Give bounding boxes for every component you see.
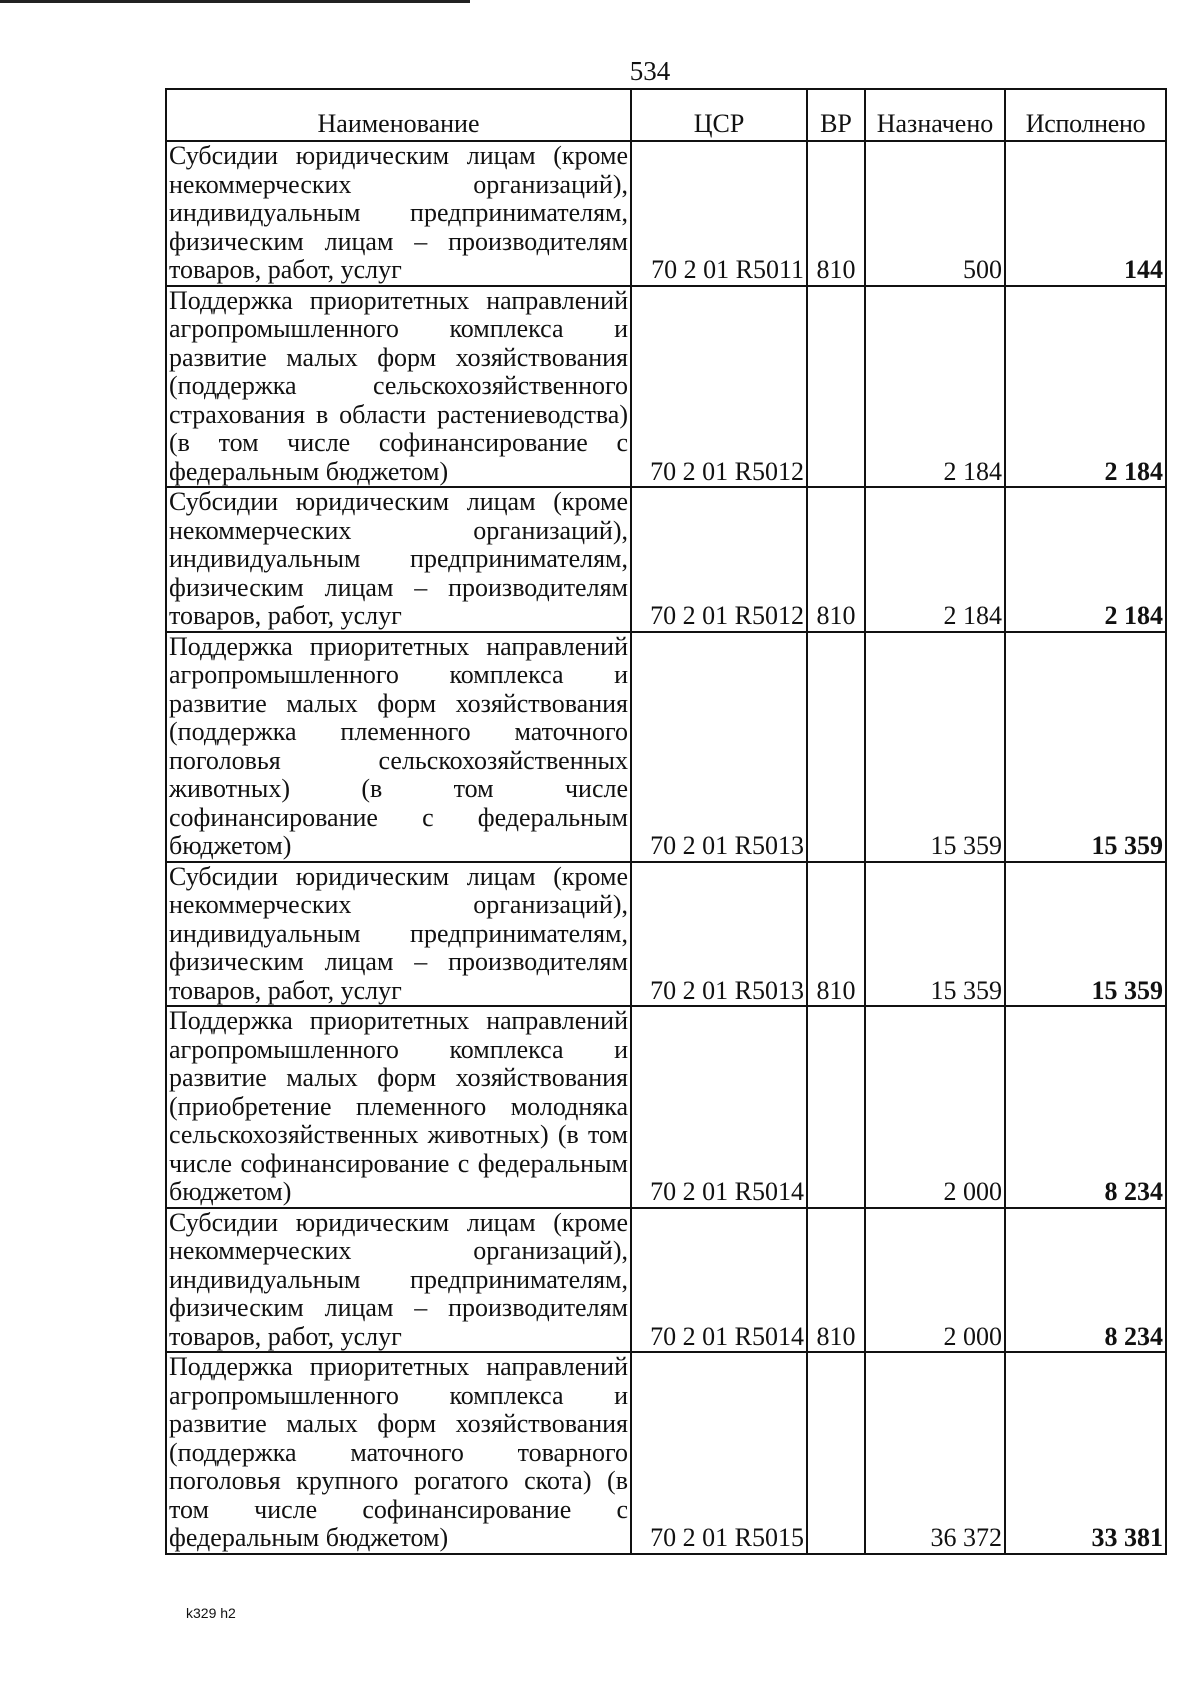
table-row bbox=[166, 632, 1166, 862]
table-header-row bbox=[166, 89, 1166, 141]
scan-edge-line bbox=[0, 0, 470, 3]
row-name: Поддержка приоритетных направлений агропромышленного комплекса и развитие малых форм хозяйствования (поддержка маточного товарного поголовья крупного рогатого скота) (в том числе софинансирование с федеральным бюджетом) bbox=[166, 1352, 631, 1554]
row-assigned: 2 000 bbox=[865, 1006, 1005, 1208]
row-executed: 15 359 bbox=[1005, 632, 1166, 862]
row-csr: 70 2 01 R5012 bbox=[631, 286, 807, 488]
footer-code: k329 h2 bbox=[186, 1605, 236, 1621]
row-name: Субсидии юридическим лицам (кроме некоммерческих организаций), индивидуальным предпринимателям, физическим лицам – производителям товаров, работ, услуг bbox=[166, 141, 631, 286]
table-row bbox=[166, 1208, 1166, 1353]
table-row bbox=[166, 1006, 1166, 1208]
row-vr: 810 bbox=[807, 141, 865, 286]
row-vr: 810 bbox=[807, 1208, 865, 1353]
row-assigned: 2 184 bbox=[865, 286, 1005, 488]
row-csr: 70 2 01 R5011 bbox=[631, 141, 807, 286]
table-row bbox=[166, 141, 1166, 286]
table-row bbox=[166, 487, 1166, 632]
row-executed: 2 184 bbox=[1005, 487, 1166, 632]
header-name: Наименование bbox=[166, 89, 631, 141]
row-name: Субсидии юридическим лицам (кроме некоммерческих организаций), индивидуальным предпринимателям, физическим лицам – производителям товаров, работ, услуг bbox=[166, 1208, 631, 1353]
row-vr: 810 bbox=[807, 487, 865, 632]
row-executed: 15 359 bbox=[1005, 862, 1166, 1007]
row-executed: 33 381 bbox=[1005, 1352, 1166, 1554]
budget-table bbox=[165, 88, 1167, 1555]
header-vr: ВР bbox=[807, 89, 865, 141]
row-assigned: 2 184 bbox=[865, 487, 1005, 632]
table-row bbox=[166, 1352, 1166, 1554]
row-executed: 144 bbox=[1005, 141, 1166, 286]
row-name: Поддержка приоритетных направлений агропромышленного комплекса и развитие малых форм хозяйствования (поддержка племенного маточного поголовья сельскохозяйственных животных) (в том числе софинансирование с федеральным бюджетом) bbox=[166, 632, 631, 862]
row-assigned: 2 000 bbox=[865, 1208, 1005, 1353]
row-csr: 70 2 01 R5013 bbox=[631, 862, 807, 1007]
row-executed: 2 184 bbox=[1005, 286, 1166, 488]
table-row bbox=[166, 286, 1166, 488]
row-name: Субсидии юридическим лицам (кроме некоммерческих организаций), индивидуальным предпринимателям, физическим лицам – производителям товаров, работ, услуг bbox=[166, 862, 631, 1007]
row-name: Субсидии юридическим лицам (кроме некоммерческих организаций), индивидуальным предпринимателям, физическим лицам – производителям товаров, работ, услуг bbox=[166, 487, 631, 632]
row-csr: 70 2 01 R5014 bbox=[631, 1006, 807, 1208]
row-vr bbox=[807, 1352, 865, 1554]
row-vr bbox=[807, 632, 865, 862]
row-name: Поддержка приоритетных направлений агропромышленного комплекса и развитие малых форм хозяйствования (поддержка сельскохозяйственного страхования в области растениеводства) (в том числе софинансирование с федеральным бюджетом) bbox=[166, 286, 631, 488]
row-vr bbox=[807, 1006, 865, 1208]
row-assigned: 15 359 bbox=[865, 632, 1005, 862]
row-csr: 70 2 01 R5012 bbox=[631, 487, 807, 632]
header-executed: Исполнено bbox=[1005, 89, 1166, 141]
row-assigned: 500 bbox=[865, 141, 1005, 286]
header-csr: ЦСР bbox=[631, 89, 807, 141]
row-csr: 70 2 01 R5013 bbox=[631, 632, 807, 862]
row-assigned: 15 359 bbox=[865, 862, 1005, 1007]
table-row bbox=[166, 862, 1166, 1007]
row-vr: 810 bbox=[807, 862, 865, 1007]
header-assigned: Назначено bbox=[865, 89, 1005, 141]
row-vr bbox=[807, 286, 865, 488]
row-csr: 70 2 01 R5014 bbox=[631, 1208, 807, 1353]
row-csr: 70 2 01 R5015 bbox=[631, 1352, 807, 1554]
row-executed: 8 234 bbox=[1005, 1006, 1166, 1208]
page-number: 534 bbox=[629, 56, 671, 86]
row-assigned: 36 372 bbox=[865, 1352, 1005, 1554]
row-name: Поддержка приоритетных направлений агропромышленного комплекса и развитие малых форм хозяйствования (приобретение племенного молодняка сельскохозяйственных животных) (в том числе софинансирование с федеральным бюджетом) bbox=[166, 1006, 631, 1208]
row-executed: 8 234 bbox=[1005, 1208, 1166, 1353]
